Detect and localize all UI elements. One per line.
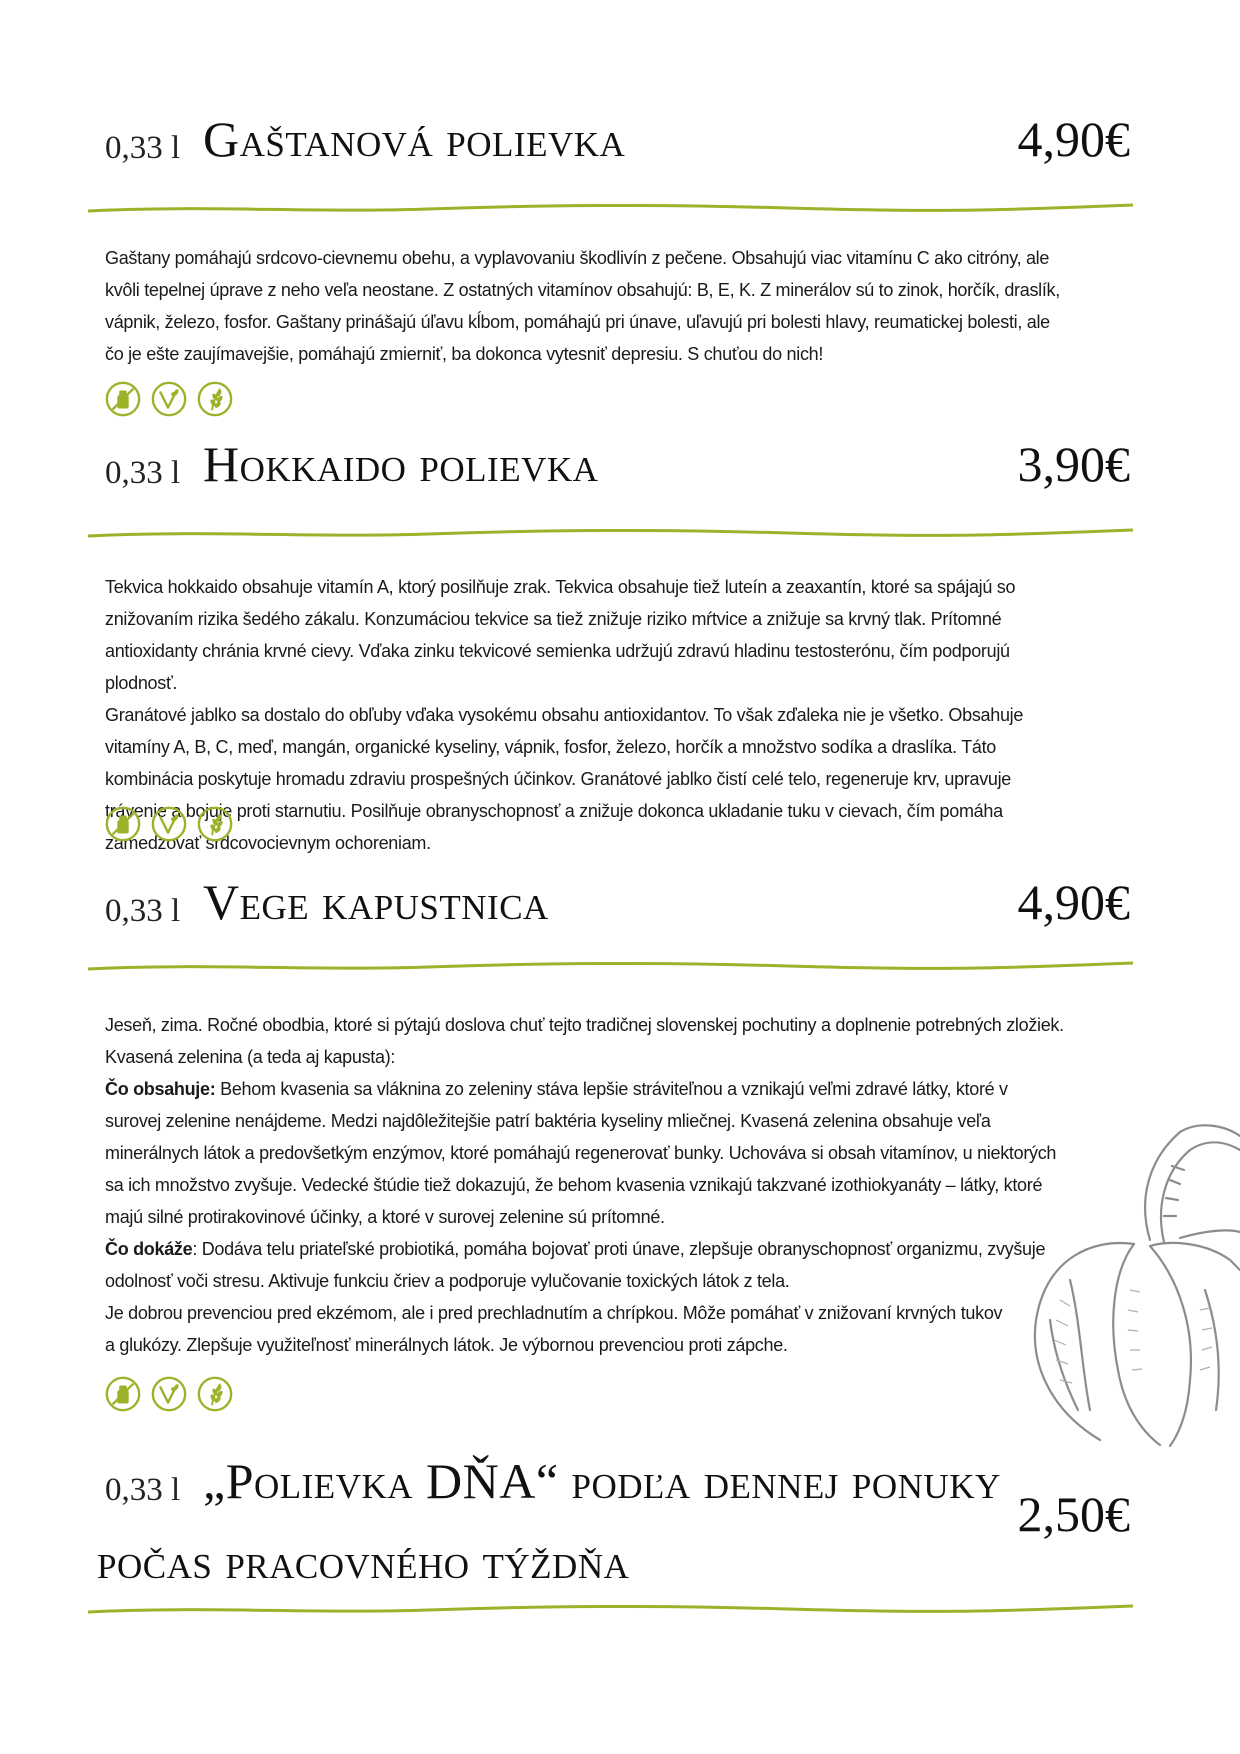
item-volume: 0,33 l [105,1472,181,1508]
item-description [105,242,1065,370]
gluten-free-icon [196,805,234,843]
divider-line [88,957,1133,977]
item-description [105,1009,1065,1361]
description-text: Behom kvasenia sa vláknina zo zeleniny stáva lepšie stráviteľnou a vznikajú veľmi zdravé látky, ktoré v surovej zelenine nenájdeme. Medzi najdôležitejšie patrí baktéria kyseliny mliečnej. Kvasená zelenina obsahuje veľa minerálnych látok a predovšetkým enzýmov, ktoré pomáhajú regenerovať bunky. Uchováva si obsah vitamínov, u niektorých sa ich množstvo zvyšuje. Vedecké štúdie tiež dokazujú, že behom kvasenia vznikajú takzvané izothiokyanáty – látky, ktoré majú silné protirakovinové účinky, a ktoré v surovej zelenine sú prítomné. [105,1079,1057,1227]
description-paragraph: Jeseň, zima. Ročné obodbia, ktoré si pýtajú doslova chuť tejto tradičnej slovenskej pochutiny a doplnenie potrebných zložiek. [105,1015,1064,1035]
item-title: Gaštanová polievka [203,111,626,167]
no-salt-icon [104,805,142,843]
item-title-line2: počas pracovného týždňa [97,1533,630,1589]
description-label: Čo obsahuje: [105,1079,216,1099]
diet-icons [104,380,234,418]
no-salt-icon [104,380,142,418]
divider-line [88,1600,1133,1620]
item-title: Vege kapustnica [203,874,549,930]
diet-icons [104,1375,234,1413]
item-description [105,571,1065,859]
description-paragraph [105,1073,1065,1233]
vegan-icon [150,1375,188,1413]
pumpkin-illustration [1030,1120,1240,1450]
item-volume: 0,33 l [105,130,181,166]
item-volume: 0,33 l [105,455,181,491]
description-paragraph: Gaštany pomáhajú srdcovo-cievnemu obehu, a vyplavovaniu škodlivín z pečene. Obsahujú viac vitamínu C ako citróny, ale kvôli tepelnej úprave z neho veľa neostane. Z ostatných vitamínov obsahujú: B, E, K. Z minerálov sú to zinok, horčík, draslík, vápnik, železo, fosfor. Gaštany prinášajú úľavu kĺbom, pomáhajú pri únave, uľavujú pri bolesti hlavy, reumatickej bolesti, ale čo je ešte zaujímavejšie, pomáhajú zmierniť, ba dokonca vytesniť depresiu. S chuťou do nich! [105,248,1060,364]
description-paragraph: Granátové jablko sa dostalo do obľuby vďaka vysokému obsahu antioxidantov. To však zďaleka nie je všetko. Obsahuje vitamíny A, B, C, meď, mangán, organické kyseliny, vápnik, fosfor, železo, horčík a množstvo sodíka a draslíka. Táto kombinácia poskytuje hromadu zdraviu prospešných účinkov. Granátové jablko čistí celé telo, regeneruje krv, upravuje trávenie a bojuje proti starnutiu. Posilňuje obranyschopnosť a znižuje dokonca ukladanie tuku v cievach, čím pomáha zamedzovať srdcovocievnym ochoreniam. [105,705,1024,853]
description-paragraph [105,1233,1065,1297]
gluten-free-icon [196,1375,234,1413]
item-price: 3,90€ [1017,436,1130,492]
item-volume: 0,33 l [105,893,181,929]
item-title: „Polievka DŇA“ podľa dennej ponuky [203,1453,1001,1509]
no-salt-icon [104,1375,142,1413]
vegan-icon [150,805,188,843]
item-price: 4,90€ [1017,874,1130,930]
divider-line [88,199,1133,219]
item-title: Hokkaido polievka [203,436,599,492]
vegan-icon [150,380,188,418]
description-label: Čo dokáže [105,1239,193,1259]
description-paragraph: Kvasená zelenina (a teda aj kapusta): [105,1047,396,1067]
description-paragraph: Je dobrou prevenciou pred ekzémom, ale i pred prechladnutím a chrípkou. Môže pomáhať v znižovaní krvných tukov a glukózy. Zlepšuje využiteľnosť minerálnych látok. Je výbornou prevenciou proti zápche. [105,1303,1003,1355]
gluten-free-icon [196,380,234,418]
description-text: : Dodáva telu priateľské probiotiká, pomáha bojovať proti únave, zlepšuje obranyschopnosť organizmu, zvyšuje odolnosť voči stresu. Aktivuje funkciu čriev a podporuje vylučovanie toxických látok z tela. [105,1239,1046,1291]
diet-icons [104,805,234,843]
item-price: 2,50€ [1017,1486,1130,1542]
description-paragraph: Tekvica hokkaido obsahuje vitamín A, ktorý posilňuje zrak. Tekvica obsahuje tiež luteín a zeaxantín, ktoré sa spájajú so znižovaním rizika šedého zákalu. Konzumáciou tekvice sa tiež znižuje riziko mŕtvice a znižuje sa krvný tlak. Prítomné antioxidanty chránia krvné cievy. Vďaka zinku tekvicové semienka udržujú zdravú hladinu testosterónu, čím podporujú plodnosť. [105,577,1016,693]
divider-line [88,524,1133,544]
item-price: 4,90€ [1017,111,1130,167]
